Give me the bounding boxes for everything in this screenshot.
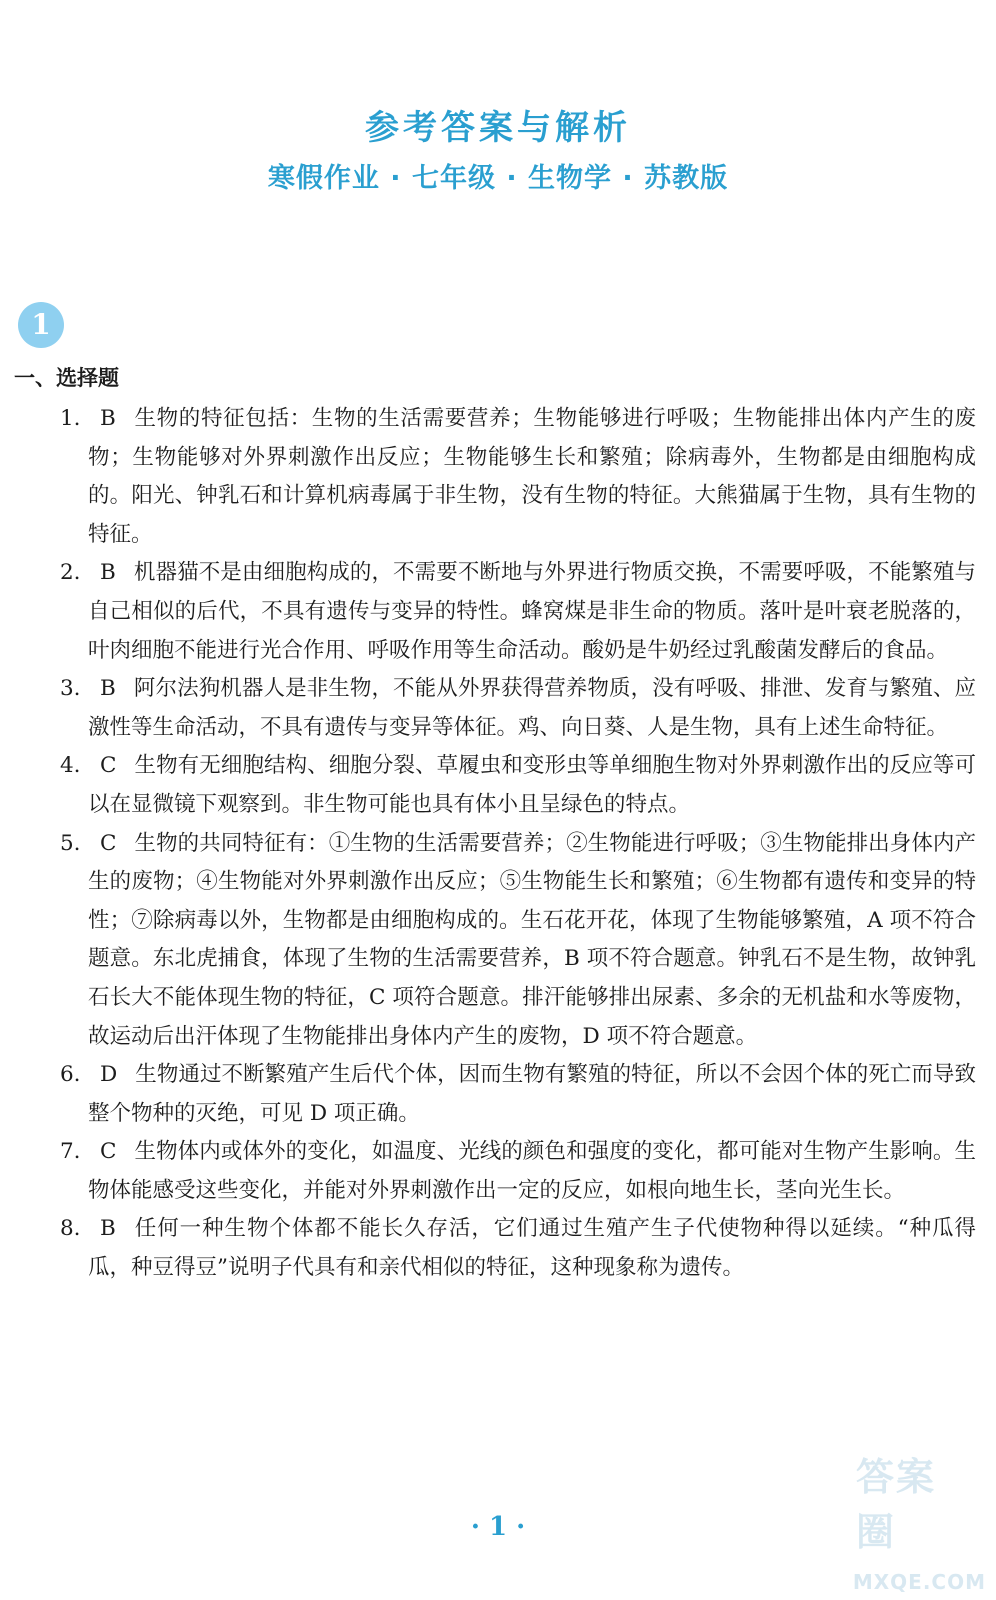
answer-explanation: 阿尔法狗机器人是非生物，不能从外界获得营养物质，没有呼吸、排泄、发育与繁殖、应激性等生命活动，不具有遗传与变异等体征。鸡、向日葵、人是生物，具有上述生命特征。	[88, 676, 976, 740]
watermark-logo	[852, 1455, 996, 1600]
answer-explanation: 生物的特征包括：生物的生活需要营养；生物能够进行呼吸；生物能排出体内产生的废物；生物能够对外界刺激作出反应；生物能够生长和繁殖；除病毒外，生物都是由细胞构成的。阳光、钟乳石和计算机病毒属于非生物，没有生物的特征。大熊猫属于生物，具有生物的特征。	[88, 406, 976, 547]
answer-key: B	[100, 1216, 116, 1242]
answer-item	[60, 1056, 976, 1133]
answer-number: 8.	[60, 1216, 81, 1242]
answer-explanation: 生物体内或体外的变化，如温度、光线的颜色和强度的变化，都可能对生物产生影响。生物体能感受这些变化，并能对外界刺激作出一定的反应，如根向地生长，茎向光生长。	[88, 1139, 976, 1203]
answer-number: 7.	[60, 1139, 81, 1165]
answer-item	[60, 400, 976, 554]
unit-number-badge: 1	[18, 302, 64, 348]
page-number: · 1 ·	[470, 1512, 526, 1542]
answer-key: B	[100, 676, 116, 702]
answer-key: C	[100, 830, 117, 856]
answer-item	[60, 825, 976, 1057]
answer-key: B	[100, 560, 116, 586]
answer-explanation: 任何一种生物个体都不能长久存活，它们通过生殖产生子代使物种得以延续。“种瓜得瓜，种豆得豆”说明子代具有和亲代相似的特征，这种现象称为遗传。	[88, 1216, 976, 1281]
answer-explanation: 生物的共同特征有：①生物的生活需要营养；②生物能进行呼吸；③生物能排出身体内产生的废物；④生物能对外界刺激作出反应；⑤生物能生长和繁殖；⑥生物都有遗传和变异的特性；⑦除病毒以外，生物都是由细胞构成的。生石花开花，体现了生物能够繁殖，A 项不符合题意。东北虎捕食，体现了生物的生活需要营养，B 项不符合题意。钟乳石不是生物，故钟乳石长大不能体现生物的特征，C 项符合题意。排汗能够排出尿素、多余的无机盐和水等废物，故运动后出汗体现了生物能排出身体内产生的废物，D 项不符合题意。	[88, 830, 976, 1049]
watermark-text: 答案圈	[856, 1455, 937, 1554]
section-heading: 一、选择题	[14, 366, 119, 390]
answer-key: C	[100, 753, 117, 779]
answer-explanation: 生物有无细胞结构、细胞分裂、草履虫和变形虫等单细胞生物对外界刺激作出的反应等可以在显微镜下观察到。非生物可能也具有体小且呈绿色的特点。	[88, 753, 976, 817]
answer-explanation: 生物通过不断繁殖产生后代个体，因而生物有繁殖的特征，所以不会因个体的死亡而导致整个物种的灭绝，可见 D 项正确。	[88, 1062, 976, 1126]
answer-key: B	[100, 406, 116, 431]
answer-item	[60, 1210, 976, 1287]
answer-number: 4.	[60, 753, 81, 779]
answer-key: D	[100, 1062, 118, 1088]
page-subtitle: 寒假作业 · 七年级 · 生物学 · 苏教版	[267, 163, 729, 194]
answer-list	[60, 400, 976, 1288]
answer-key: C	[100, 1139, 117, 1165]
answer-number: 6.	[60, 1062, 81, 1088]
answer-number: 2.	[60, 560, 81, 586]
answer-item	[60, 747, 976, 824]
answer-item	[60, 1133, 976, 1210]
answer-number: 5.	[60, 830, 81, 856]
answer-number: 1.	[60, 406, 81, 431]
answer-explanation: 机器猫不是由细胞构成的，不需要不断地与外界进行物质交换，不需要呼吸，不能繁殖与自己相似的后代，不具有遗传与变异的特性。蜂窝煤是非生命的物质。落叶是叶衰老脱落的，叶肉细胞不能进行光合作用、呼吸作用等生命活动。酸奶是牛奶经过乳酸菌发酵后的食品。	[88, 560, 976, 663]
answer-number: 3.	[60, 676, 81, 702]
answer-item	[60, 554, 976, 670]
answer-item	[60, 670, 976, 747]
watermark-url: MXQE.COM	[852, 1570, 986, 1594]
page-title: 参考答案与解析	[365, 108, 631, 148]
